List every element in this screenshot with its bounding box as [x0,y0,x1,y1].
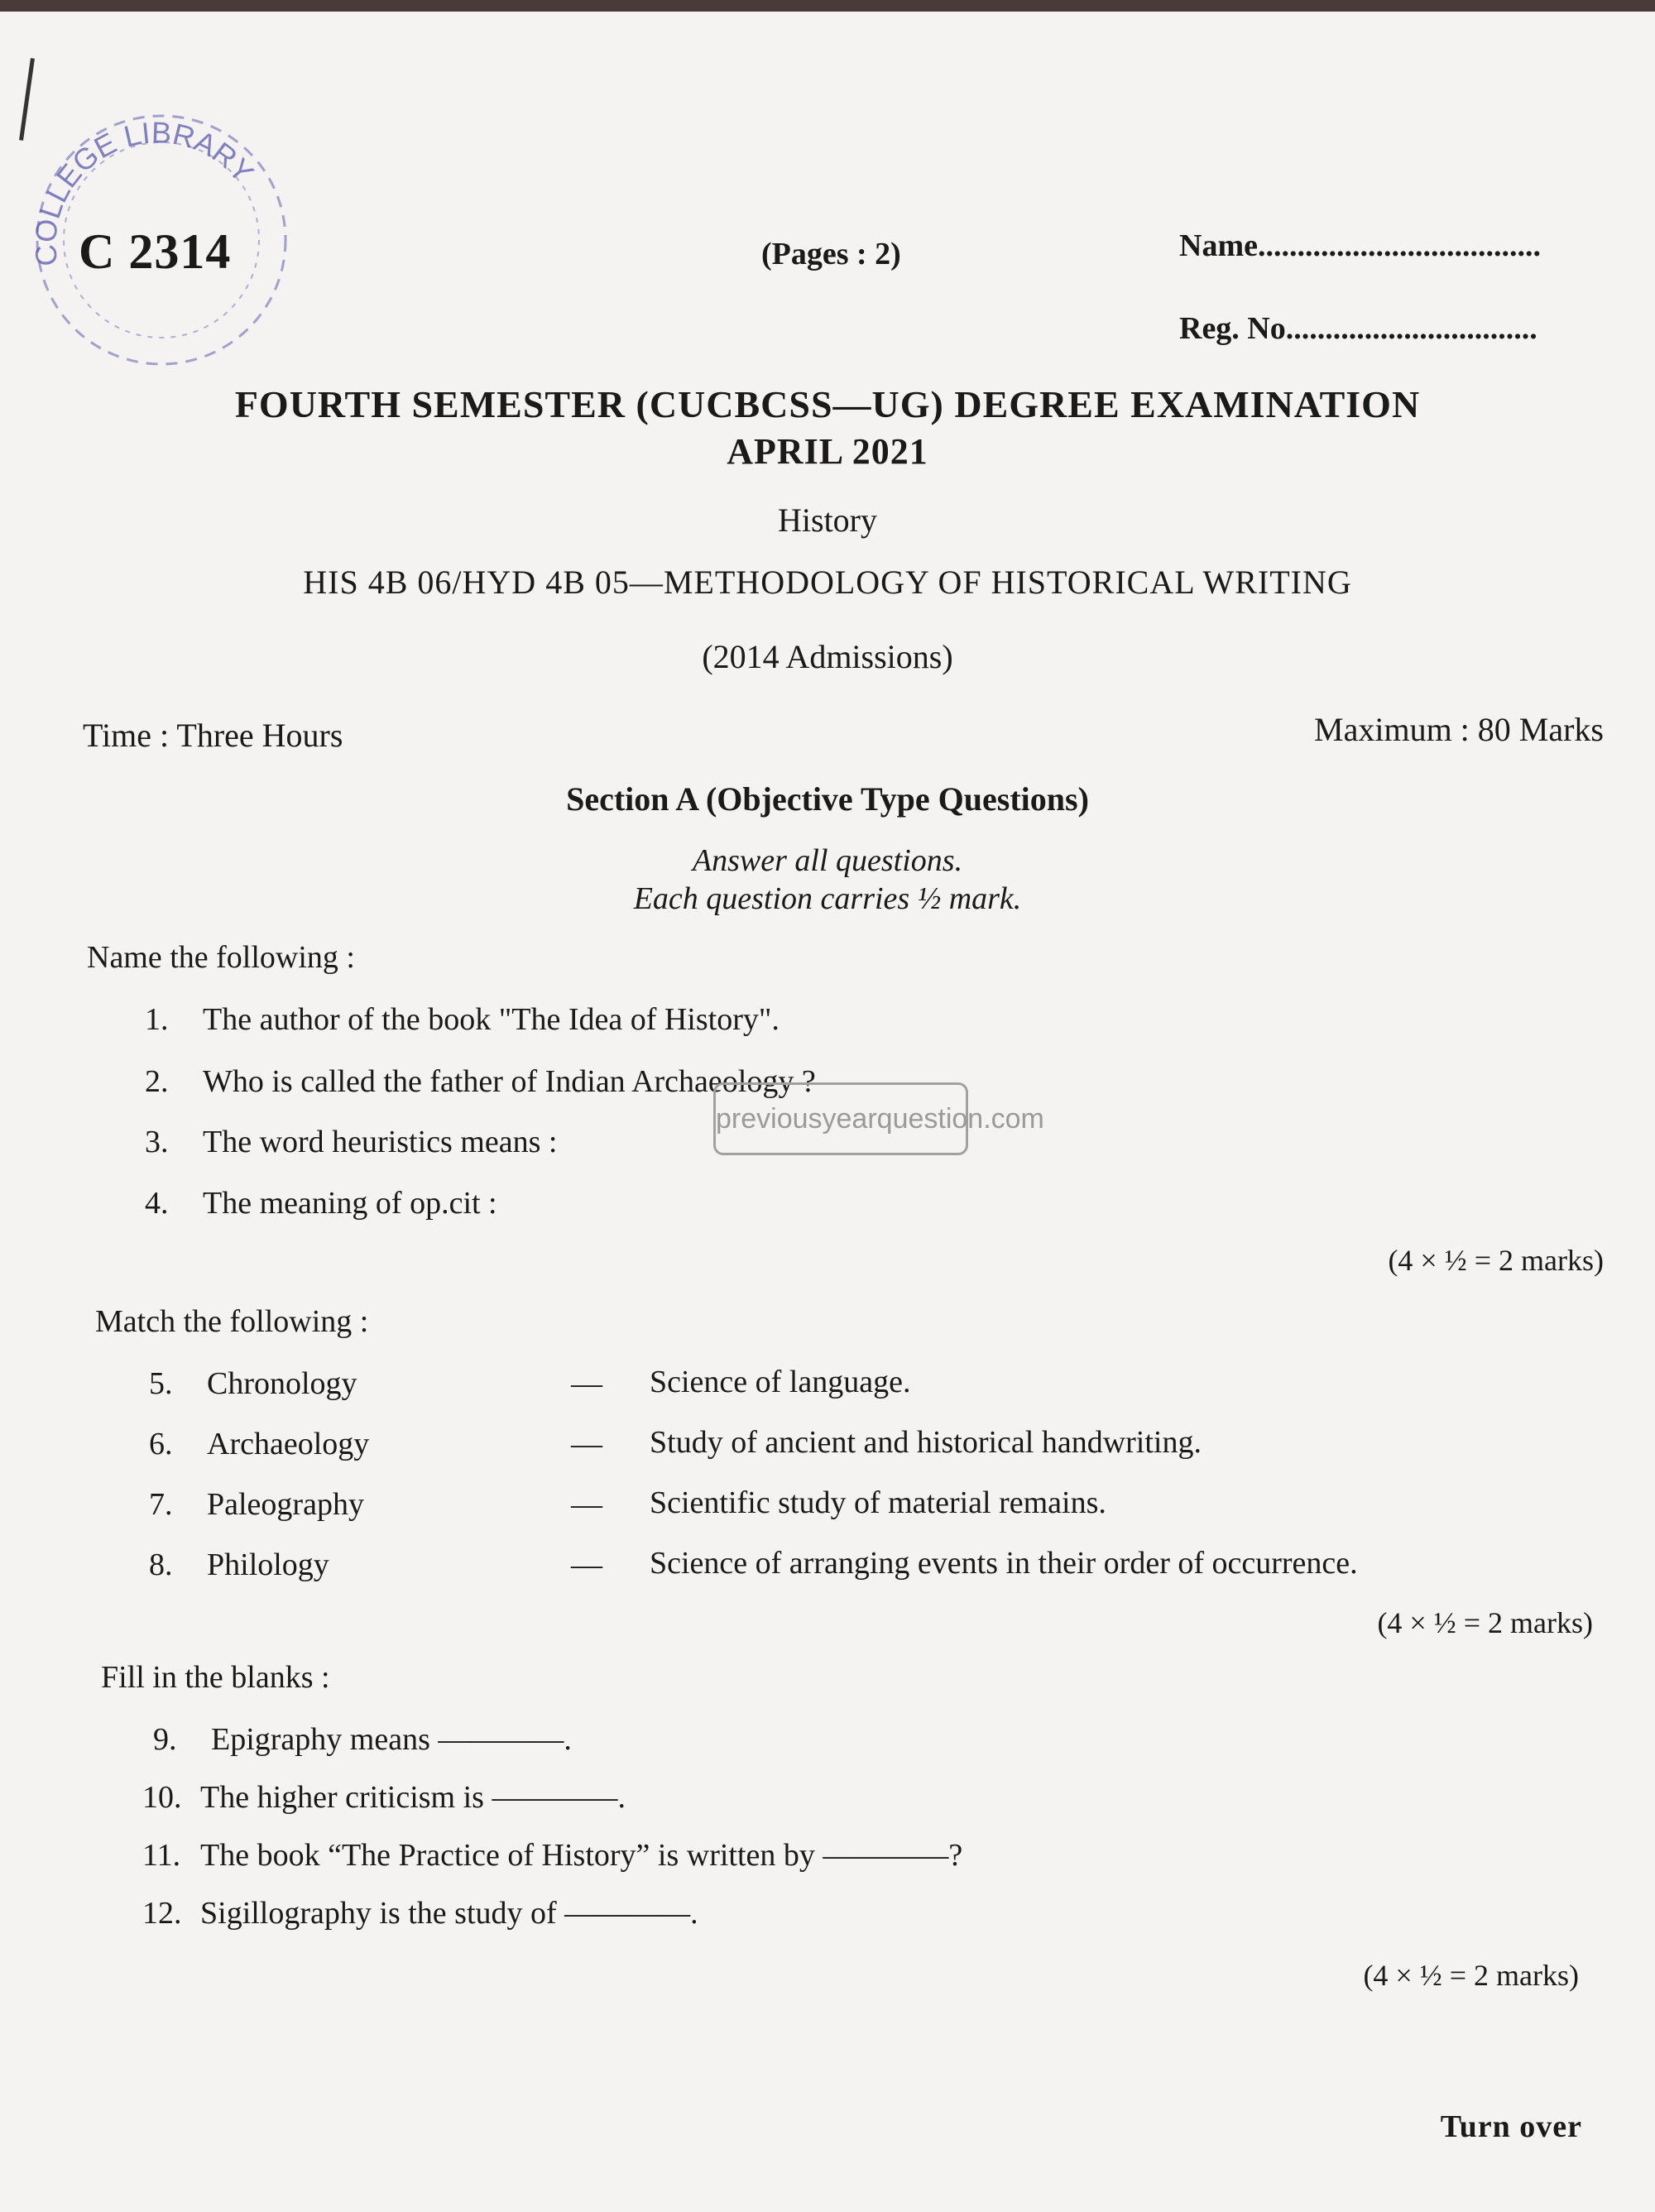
question-text: The book “The Practice of History” is written by ————? [200,1838,963,1873]
question [145,1124,557,1160]
match-term [149,1426,369,1462]
question-text: Sigillography is the study of ————. [200,1896,698,1931]
scan-top-edge [0,0,1655,12]
term-text: Paleography [207,1487,364,1522]
question-number: 11. [142,1838,181,1873]
stamp-text: COLLEGE LIBRARY [27,115,261,268]
term-text: Philology [207,1547,329,1582]
match-dash: — [571,1547,602,1582]
question-number: 8. [149,1547,173,1582]
exam-title: FOURTH SEMESTER (CUCBCSS—UG) DEGREE EXAMINATION [234,383,1421,425]
match-definition: Study of ancient and historical handwriting. [650,1425,1202,1460]
question-text: The higher criticism is ————. [200,1780,626,1815]
question-number: 9. [153,1722,177,1757]
match-dash: — [571,1366,602,1401]
watermark-badge [713,1082,1044,1155]
match-dash: — [571,1487,602,1522]
section-a-title: Section A (Objective Type Questions) [566,780,1089,818]
question-text: The word heuristics means : [203,1125,558,1159]
exam-date: APRIL 2021 [727,431,928,472]
marks-note: (4 × ½ = 2 marks) [1388,1244,1604,1277]
time-allowed: Time : Three Hours [83,717,343,754]
question-text: The author of the book "The Idea of History". [203,1002,780,1037]
question-text: The meaning of op.cit : [203,1186,497,1221]
question-text: Who is called the father of Indian Archaeology ? [203,1064,816,1099]
term-text: Chronology [207,1366,357,1401]
match-definition: Science of arranging events in their order of occurrence. [650,1546,1358,1581]
turn-over: Turn over [1440,2109,1582,2144]
question-number: 7. [149,1487,173,1522]
match-definition: Scientific study of material remains. [650,1485,1106,1520]
marks-note: (4 × ½ = 2 marks) [1377,1606,1593,1639]
question [142,1895,698,1931]
question-number: 6. [149,1427,173,1461]
term-text: Archaeology [207,1427,370,1461]
match-dash: — [571,1427,602,1461]
instruction-marks: Each question carries ½ mark. [633,881,1022,916]
match-following-heading: Match the following : [95,1304,369,1339]
fill-blanks-heading: Fill in the blanks : [101,1660,330,1695]
question-number: 2. [145,1064,169,1099]
admissions: (2014 Admissions) [702,638,953,675]
match-term [149,1365,357,1402]
marks-note: (4 × ½ = 2 marks) [1363,1959,1579,1992]
match-definition: Science of language. [650,1365,911,1399]
match-term [149,1547,329,1583]
question [142,1837,962,1874]
question-number: 12. [142,1896,182,1931]
pages-count: (Pages : 2) [761,237,901,271]
question [145,1001,780,1038]
question [142,1779,626,1816]
paper-code: C 2314 [79,224,232,279]
question-number: 1. [145,1002,169,1037]
question-number: 5. [149,1366,173,1401]
paper-title: HIS 4B 06/HYD 4B 05—METHODOLOGY OF HISTORICAL WRITING [303,564,1352,601]
instruction-answer-all: Answer all questions. [692,843,963,878]
maximum-marks: Maximum : 80 Marks [1314,711,1604,748]
question-number: 10. [142,1780,182,1815]
name-following-heading: Name the following : [87,940,355,975]
question-number: 4. [145,1186,169,1221]
question [153,1721,572,1758]
question-text: Epigraphy means ————. [211,1722,572,1757]
reg-no-field: Reg. No................................ [1179,311,1537,346]
name-field: Name.................................... [1179,228,1541,263]
match-term [149,1486,364,1523]
watermark-text: previousyearquestion.com [716,1103,1044,1135]
question-number: 3. [145,1125,169,1159]
subject: History [778,501,877,539]
question [145,1185,497,1221]
